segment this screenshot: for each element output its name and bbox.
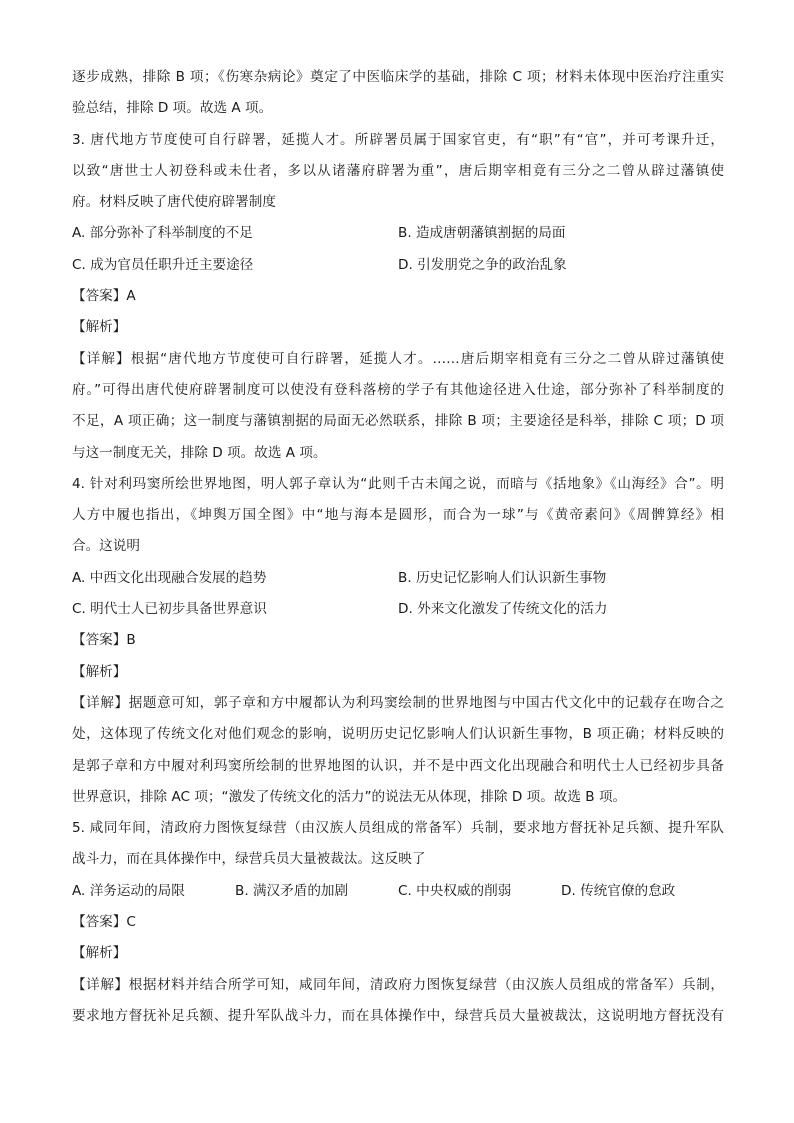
q5-detail-line-2: 要求地方督抚补足兵额、提升军队战斗力，而在具体操作中，绿营兵员大量被裁汰，这说明地方督抚没有 xyxy=(72,1007,724,1024)
q3-detail-line-1: 【详解】根据“唐代地方节度使可自行辟署，延揽人才。……唐后期宰相竟有三分之二曾从辟过藩镇使 xyxy=(72,350,724,367)
option-choice: A. 洋务运动的局限 xyxy=(72,882,185,899)
option-choice: D. 外来文化激发了传统文化的活力 xyxy=(398,601,608,618)
q5-stem-line-2: 战斗力，而在具体操作中，绿营兵员大量被裁汰。这反映了 xyxy=(72,851,426,868)
option-choice: C. 明代士人已初步具备世界意识 xyxy=(72,601,267,618)
q4-detail-line-2: 处，这体现了传统文化对他们观念的影响，说明历史记忆影响人们认识新生事物，B 项正确；材料反映的 xyxy=(72,726,724,743)
q4-detail-line-3: 是郭子章和方中履对利玛窦所绘制的世界地图的认识，并不是中西文化出现融合和明代士人已经初步具备 xyxy=(72,757,724,774)
q5-detail-line-1: 【详解】根据材料并结合所学可知，咸同年间，清政府力图恢复绿营（由汉族人员组成的常备军）兵制， xyxy=(72,976,724,993)
q5-analysis-heading: 【解析】 xyxy=(72,945,127,962)
option-choice: C. 成为官员任职升迁主要途径 xyxy=(72,256,254,273)
q3-detail-line-4: 与这一制度无关，排除 D 项。故选 A 项。 xyxy=(72,444,327,461)
q5-options-row xyxy=(72,876,724,907)
q3-options-row-1 xyxy=(72,218,724,249)
option-choice: D. 引发朋党之争的政治乱象 xyxy=(398,256,567,273)
q3-stem-line-1: 3. 唐代地方节度使可自行辟署，延揽人才。所辟署员属于国家官吏，有“职”有“官”，并可考课升迁， xyxy=(72,131,724,148)
option-choice: B. 历史记忆影响人们认识新生事物 xyxy=(398,569,607,586)
q2-analysis-line-1: 逐步成熟，排除 B 项；《伤寒杂病论》奠定了中医临床学的基础，排除 C 项；材料未体现中医治疗注重实 xyxy=(72,69,724,85)
q3-detail-line-2: 府。”可得出唐代使府辟署制度可以使没有登科落榜的学子有其他途径进入仕途，部分弥补了科举制度的 xyxy=(72,381,724,398)
q3-stem-line-2: 以致“唐世士人初登科或未仕者，多以从诸藩府辟署为重”，唐后期宰相竟有三分之二曾从辟过藩镇使 xyxy=(72,162,724,179)
q5-stem-line-1: 5. 咸同年间，清政府力图恢复绿营（由汉族人员组成的常备军）兵制，要求地方督抚补足兵额、提升军队 xyxy=(72,820,724,837)
q4-options-row-1 xyxy=(72,563,724,594)
document-page xyxy=(72,62,724,1032)
q2-analysis-line-2: 验总结，排除 D 项。故选 A 项。 xyxy=(72,100,273,117)
option-choice: B. 造成唐朝藩镇割据的局面 xyxy=(398,225,566,242)
q4-answer: 【答案】B xyxy=(72,632,136,649)
q4-detail-line-1: 【详解】据题意可知，郭子章和方中履都认为利玛窦绘制的世界地图与中国古代文化中的记载存在吻合之 xyxy=(72,694,724,711)
option-choice: B. 满汉矛盾的加剧 xyxy=(235,882,349,899)
q4-analysis-heading: 【解析】 xyxy=(72,663,127,680)
option-choice: D. 传统官僚的怠政 xyxy=(561,882,676,899)
q4-stem-line-2: 人方中履也指出，《坤舆万国全图》中“地与海本是圆形，而合为一球”与《黄帝素问》《周髀算经》相 xyxy=(72,507,724,524)
q4-options-row-2 xyxy=(72,594,724,625)
q4-detail-line-4: 世界意识，排除 AC 项；“激发了传统文化的活力”的说法无从体现，排除 D 项。故选 B 项。 xyxy=(72,788,627,805)
q3-answer: 【答案】A xyxy=(72,288,136,305)
option-choice: A. 中西文化出现融合发展的趋势 xyxy=(72,569,267,586)
option-choice: C. 中央权威的削弱 xyxy=(398,882,512,899)
q3-detail-line-3: 不足，A 项正确；这一制度与藩镇割据的局面无必然联系，排除 B 项；主要途径是科举，排除 C 项；D 项 xyxy=(72,413,724,430)
q3-options-row-2 xyxy=(72,250,724,281)
option-choice: A. 部分弥补了科举制度的不足 xyxy=(72,225,253,242)
q3-stem-line-3: 府。材料反映了唐代使府辟署制度 xyxy=(72,194,276,211)
q4-stem-line-3: 合。这说明 xyxy=(72,538,140,555)
q4-stem-line-1: 4. 针对利玛窦所绘世界地图，明人郭子章认为“此则千古未闻之说，而暗与《括地象》《山海经》合”。明 xyxy=(72,475,724,492)
q3-analysis-heading: 【解析】 xyxy=(72,319,127,336)
q5-answer: 【答案】C xyxy=(72,914,136,931)
